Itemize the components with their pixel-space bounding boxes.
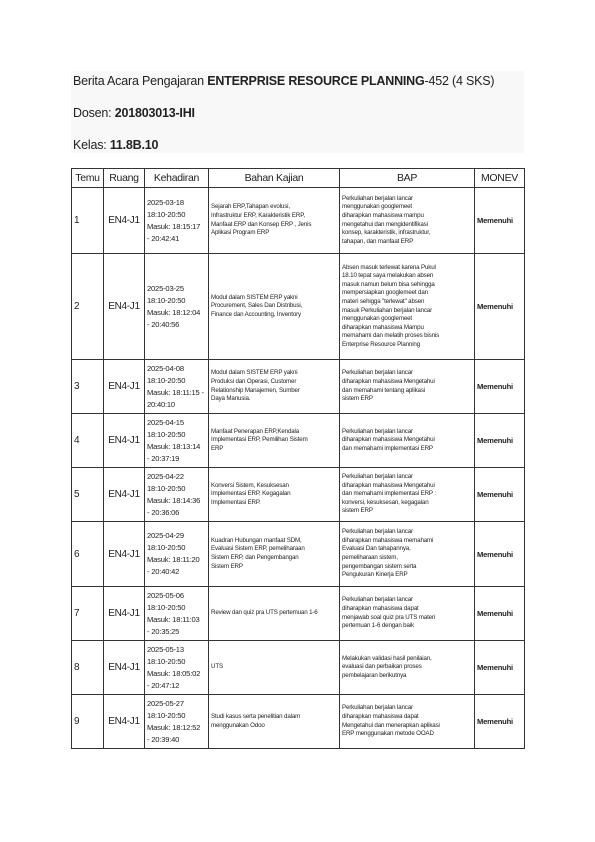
topic-cell-line: Implementasi ERP, Pemilihan Sistem	[211, 436, 308, 444]
report-cell-line: Melakukan validasi hasil penilaian,	[342, 654, 432, 662]
topic-cell	[209, 360, 340, 414]
report-cell-line: konsep, karakteristik, infrastruktur,	[342, 229, 431, 237]
teaching-record-table	[71, 168, 525, 749]
attendance-cell-line: 18:10-20:50	[147, 602, 186, 612]
topic-cell	[209, 414, 340, 468]
attendance-cell-line: 2025-05-27	[147, 698, 184, 708]
report-cell-line: Perkuliahan berjalan lancar	[342, 596, 413, 604]
report-cell-line: diharapkan mahasiswa Mengetahui	[342, 436, 435, 444]
report-cell	[340, 587, 475, 641]
topic-cell-line: Manfaat ERP dan Konsep ERP , Jenis	[211, 220, 312, 228]
report-cell-line: evaluasi dan perbaikan proses	[342, 663, 422, 671]
attendance-cell	[145, 522, 209, 587]
attendance-cell-line: - 20:40:56	[147, 319, 180, 329]
table-row	[72, 468, 525, 522]
table-row	[72, 522, 525, 587]
topic-cell-line: Sistem ERP	[211, 562, 243, 570]
topic-cell-line: Infrastruktur ERP, Karakteristik ERP,	[211, 211, 305, 219]
topic-cell-line: Produksi dan Operasi, Customer	[211, 377, 297, 385]
topic-cell	[209, 587, 340, 641]
topic-cell	[209, 695, 340, 749]
document-header	[71, 71, 524, 153]
monev-status: Memenuhi	[475, 695, 525, 749]
report-cell-line: menggunakan googlemeet	[342, 315, 412, 323]
topic-cell	[209, 522, 340, 587]
room-cell: EN4-J1	[104, 254, 145, 360]
report-cell-line: Mengetahui dan menerapkan aplikasi	[342, 721, 440, 729]
attendance-cell	[145, 414, 209, 468]
col-header-kehadiran: Kehadiran	[145, 169, 209, 188]
attendance-cell-line: 20:40:10	[147, 399, 175, 409]
report-cell-line: mengetahui dan mengidentifikasi	[342, 220, 428, 228]
table-body	[72, 188, 525, 749]
room-cell: EN4-J1	[104, 587, 145, 641]
attendance-cell-line: 18:10-20:50	[147, 543, 186, 552]
table-header-row	[72, 169, 525, 188]
report-cell-line: materi sehigga "terlewat" absen	[342, 297, 425, 305]
monev-status: Memenuhi	[475, 254, 525, 360]
meeting-number: 3	[72, 360, 104, 414]
topic-cell-line: Konversi Sistem, Kesuksesan	[211, 481, 289, 489]
attendance-cell-line: 18:10-20:50	[147, 209, 186, 219]
topic-cell-line: Review dan quiz pra UTS pertemuan 1-6	[211, 609, 318, 617]
document-title	[73, 74, 494, 88]
room-cell: EN4-J1	[104, 414, 145, 468]
report-cell-line: pembelajaran berikutnya	[342, 671, 407, 679]
course-code: -452 (4 SKS)	[424, 74, 495, 88]
attendance-cell-line: Masuk: 18:11:15 -	[147, 387, 204, 397]
attendance-cell-line: 18:10-20:50	[147, 295, 186, 305]
room-cell: EN4-J1	[104, 522, 145, 587]
report-cell-line: pemeliharaan sistem,	[342, 554, 398, 561]
meeting-number: 7	[72, 587, 104, 641]
col-header-bap: BAP	[340, 169, 475, 188]
report-cell-line: Perkuliahan berjalan lancar	[342, 528, 413, 536]
report-cell-line: 18.10 tepat saya melakukan absen	[342, 272, 434, 280]
attendance-cell-line: Masuk: 18:15:17	[147, 221, 201, 231]
report-cell-line: diharapkan mahasiswa memahami	[342, 536, 434, 544]
table-row	[72, 360, 525, 414]
topic-cell-line: UTS	[211, 663, 223, 671]
meeting-number: 1	[72, 188, 104, 254]
monev-status: Memenuhi	[475, 522, 525, 587]
topic-cell-line: Procurement, Sales Dan Distribusi,	[211, 302, 303, 310]
report-cell-line: Pengukuran Kinerja ERP	[342, 571, 408, 579]
report-cell-line: menggunakan googlemeet	[342, 203, 412, 211]
room-cell: EN4-J1	[104, 360, 145, 414]
report-cell	[340, 641, 475, 695]
table-row	[72, 641, 525, 695]
report-cell-line: diharapkan mahasiswa Mengetahui	[342, 481, 435, 489]
topic-cell-line: ERP	[211, 444, 224, 452]
topic-cell-line: Aplikasi Program ERP	[211, 229, 270, 237]
topic-cell-line: Modul dalam SISTEM ERP yakni	[211, 293, 298, 301]
report-cell-line: Perkuliahan berjalan lancar	[342, 194, 413, 202]
meeting-number: 2	[72, 254, 104, 360]
attendance-cell-line: 18:10-20:50	[147, 656, 186, 666]
attendance-cell	[145, 468, 209, 522]
report-cell-line: sistem ERP	[342, 507, 373, 515]
class-label: Kelas:	[73, 138, 110, 152]
col-header-monev: MONEV	[475, 169, 525, 188]
attendance-cell	[145, 254, 209, 360]
class-line	[73, 138, 158, 152]
attendance-cell-line: - 20:39:40	[147, 734, 180, 744]
report-cell-line: pengembangan sistem serta	[342, 562, 417, 570]
meeting-number: 8	[72, 641, 104, 695]
report-cell-line: mempersiapkan googlemeet dan	[342, 289, 428, 297]
topic-cell-line: Implementasi ERP.	[211, 498, 261, 506]
report-cell-line: Perkuliahan berjalan lancar	[342, 704, 413, 712]
meeting-number: 4	[72, 414, 104, 468]
room-cell: EN4-J1	[104, 641, 145, 695]
report-cell-line: diharapkan mahasiswa mampu	[342, 211, 424, 219]
table-row	[72, 188, 525, 254]
lecturer-id: 201803013-IHI	[114, 106, 195, 120]
title-prefix: Berita Acara Pengajaran	[73, 74, 208, 88]
attendance-cell-line: Masuk: 18:12:52	[147, 722, 201, 732]
report-cell-line: diharapkan mahasiswa Mampu	[342, 323, 424, 331]
report-cell-line: diharapkan mahasiswa Mengetahui	[342, 377, 435, 385]
attendance-cell-line: Masuk: 18:12:04	[147, 307, 201, 317]
topic-cell	[209, 641, 340, 695]
topic-cell-line: Evaluasi Sistem ERP, pemeliharaan	[211, 545, 305, 553]
class-id: 11.8B.10	[109, 138, 159, 152]
table-row	[72, 254, 525, 360]
course-name: ENTERPRISE RESOURCE PLANNING	[207, 74, 425, 88]
topic-cell	[209, 468, 340, 522]
report-cell-line: ERP menggunakan metode OOAD	[342, 730, 434, 738]
monev-status: Memenuhi	[475, 641, 525, 695]
report-cell-line: Enterprise Resource Planning	[342, 340, 421, 348]
attendance-cell-line: 2025-05-13	[147, 644, 184, 654]
lecturer-label: Dosen:	[73, 106, 115, 120]
report-cell	[340, 188, 475, 254]
attendance-cell-line: 18:10-20:50	[147, 375, 186, 385]
attendance-cell-line: 2025-04-29	[147, 531, 184, 540]
monev-status: Memenuhi	[475, 468, 525, 522]
topic-cell-line: Sejarah ERP,Tahapan evolusi,	[211, 203, 290, 211]
attendance-cell-line: - 20:37:19	[147, 453, 180, 463]
attendance-cell	[145, 360, 209, 414]
topic-cell	[209, 254, 340, 360]
report-cell	[340, 695, 475, 749]
col-header-ruang: Ruang	[104, 169, 145, 188]
topic-cell-line: Manfaat Penerapan ERP,Kendala	[211, 427, 300, 435]
col-header-temu: Temu	[72, 169, 104, 188]
topic-cell-line: Daya Manusia.	[211, 395, 251, 403]
attendance-cell-line: Masuk: 18:05:02	[147, 668, 201, 678]
report-cell-line: Perkuliahan berjalan lancar	[342, 427, 413, 435]
attendance-cell-line: 18:10-20:50	[147, 429, 186, 439]
attendance-cell-line: - 20:36:06	[147, 507, 180, 517]
meeting-number: 9	[72, 695, 104, 749]
report-cell-line: tahapan, dan manfaat ERP	[342, 237, 414, 245]
attendance-cell	[145, 188, 209, 254]
report-cell-line: menjawab soal quiz pra UTS materi	[342, 613, 436, 621]
attendance-cell-line: 2025-05-06	[147, 590, 184, 600]
report-cell-line: diharapkan mahasiswa dapat	[342, 604, 419, 612]
attendance-cell-line: - 20:35:25	[147, 626, 180, 636]
table-row	[72, 695, 525, 749]
report-cell	[340, 414, 475, 468]
meeting-number: 5	[72, 468, 104, 522]
topic-cell	[209, 188, 340, 254]
table-row	[72, 587, 525, 641]
report-cell-line: masuk namun belum bisa sehingga	[342, 280, 435, 288]
report-cell-line: Perkuliahan berjalan lancar	[342, 369, 413, 377]
topic-cell-line: menggunakan Odoo	[211, 721, 265, 729]
attendance-cell-line: 2025-04-22	[147, 471, 184, 481]
report-cell-line: dan memahami implementasi ERP :	[342, 490, 436, 498]
monev-status: Memenuhi	[475, 414, 525, 468]
report-cell-line: Perkuliahan berjalan lancar	[342, 473, 413, 481]
report-cell-line: dan memahami tentang aplikasi	[342, 386, 426, 394]
attendance-cell-line: Masuk: 18:13:14	[147, 441, 201, 451]
report-cell-line: konversi, kesuksesan, kegagalan	[342, 498, 429, 506]
report-cell	[340, 522, 475, 587]
attendance-cell-line: Masuk: 18:14:36	[147, 495, 201, 505]
attendance-cell-line: - 20:40:42	[147, 567, 180, 576]
report-cell-line: dan memahami implementasi ERP	[342, 444, 433, 452]
topic-cell-line: Implementasi ERP, Kegagalan	[211, 490, 291, 498]
report-cell-line: Evaluasi Dan tahapannya,	[342, 545, 411, 553]
room-cell: EN4-J1	[104, 695, 145, 749]
monev-status: Memenuhi	[475, 360, 525, 414]
topic-cell-line: Relationship Manajemen, Sumber	[211, 386, 300, 394]
report-cell-line: pertemuan 1-6 dengan baik	[342, 622, 414, 630]
room-cell: EN4-J1	[104, 468, 145, 522]
monev-status: Memenuhi	[475, 587, 525, 641]
attendance-cell-line: 2025-03-25	[147, 283, 184, 293]
report-cell-line: diharapkan mahasiswa dapat	[342, 712, 419, 720]
room-cell: EN4-J1	[104, 188, 145, 254]
attendance-cell	[145, 641, 209, 695]
col-header-bahan-kajian: Bahan Kajian	[209, 169, 340, 188]
attendance-cell-line: 18:10-20:50	[147, 483, 186, 493]
monev-status: Memenuhi	[475, 188, 525, 254]
report-cell	[340, 468, 475, 522]
report-cell-line: sistem ERP	[342, 395, 373, 403]
topic-cell-line: Sistem ERP, dan Pengembangan	[211, 554, 299, 561]
report-cell	[340, 360, 475, 414]
attendance-cell-line: Masuk: 18:11:20	[147, 555, 200, 564]
attendance-cell-line: 18:10-20:50	[147, 710, 186, 720]
report-cell-line: memahami dan melatih proses bisnis	[342, 332, 440, 340]
attendance-cell-line: 2025-04-15	[147, 417, 184, 427]
meeting-number: 6	[72, 522, 104, 587]
attendance-cell-line: 2025-04-08	[147, 363, 184, 373]
report-cell	[340, 254, 475, 360]
topic-cell-line: Finance dan Accounting, Inventory	[211, 310, 301, 318]
report-cell-line: masuk Perkuliahan berjalan lancar	[342, 306, 432, 314]
attendance-cell	[145, 695, 209, 749]
topic-cell-line: Modul dalam SISTEM ERP yakni	[211, 369, 298, 377]
topic-cell-line: Kuadran Hubungan manfaat SDM,	[211, 536, 302, 544]
report-cell-line: Absen masuk terlewat karena Pukul	[342, 263, 436, 271]
lecturer-line	[73, 106, 195, 120]
attendance-cell-line: Masuk: 18:11:03	[147, 614, 200, 624]
attendance-cell-line: - 20:42:41	[147, 233, 180, 243]
table-row	[72, 414, 525, 468]
attendance-cell	[145, 587, 209, 641]
topic-cell-line: Studi kasus serta penelitian dalam	[211, 712, 301, 720]
attendance-cell-line: 2025-03-18	[147, 197, 184, 207]
attendance-cell-line: - 20:47:12	[147, 680, 180, 690]
